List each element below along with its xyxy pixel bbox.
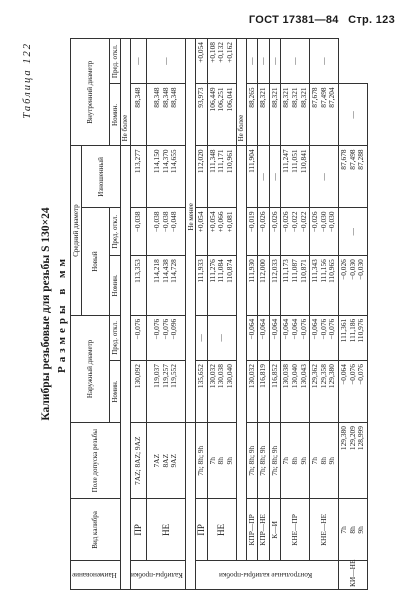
group-label-probki: Калибры-пробки: [130, 561, 185, 590]
rotated-page-content: [20, 38, 400, 590]
table-row: НЕ 7AZ 8AZ 9AZ 119,037 119,257 119,552 −0,076 −0,076 −0,096 114,218 114,438 114,728 −0,038 −0,038 −0,048 114,150 114,370 114,655 88,348 88,348 88,348 —: [146, 39, 186, 590]
table-row: КИ—НЕ 7h 8h 9h 129,380 129,209 128,999 −0,064 −0,076 −0,076 111,361 111,186 110,976 −0,026 −0,030 −0,030 — 87,678 87,498 87,288 —: [338, 39, 367, 590]
header-middle-diameter: Средний диаметр: [71, 146, 82, 315]
table-title: Калибры резьбовые для резьбы S 130×24: [40, 207, 52, 421]
table-row: К—И 7h; 8h; 9h 116,852 −0,064 112,033 −0,026 — 88,321 —: [269, 39, 281, 590]
header-id-deviation: Пред. откл.: [109, 39, 120, 84]
header-od-nominal: Номин.: [109, 361, 120, 423]
header-id-nominal: Номин.: [109, 84, 120, 146]
gauge-table: [70, 38, 368, 590]
header-outer-diameter: Наружный диаметр: [71, 315, 110, 422]
note-ne-bolee-2: Не более: [236, 39, 246, 146]
table-row: КНЕ—ПР 7h 8h 9h 130,038 130,040 130,043 −0,064 −0,064 −0,076 111,173 111,087 110,871 −0,026 −0,022 −0,022 111,247 111,051 110,841 88,321 88,321 88,321 —: [281, 39, 310, 590]
page-header: [243, 14, 395, 26]
header-gauge-type: Вид калибра: [71, 499, 121, 561]
header-md-nominal: Номин.: [109, 256, 120, 316]
table-label: Таблица 122: [22, 42, 33, 119]
header-od-deviation: Пред. откл.: [109, 315, 120, 360]
header-tolerance: Поле допуска резьбы: [71, 423, 121, 499]
group-label-kontr: Контрольные калибры-пробки: [196, 561, 339, 590]
header-name: Наименование: [71, 561, 121, 590]
table-row: Контрольные калибры-пробки ПР 7h; 8h; 9h 135,652 — 111,933 +0,054 112,020 93,973 +0,054: [196, 39, 208, 590]
table-row: НЕ 7h 8h 9h 130,032 130,038 130,040 — 111,276 111,084 110,874 +0,054 +0,066 +0,081 111,348 111,171 110,961 106,449 106,251 106,041 +0,108 +0,132 +0,162: [207, 39, 236, 590]
header-worn: Изношенный: [82, 146, 121, 208]
table-row: КПР—НЕ 7h; 8h; 9h 116,819 −0,064 112,000 −0,026 — 88,321 —: [258, 39, 270, 590]
table-row: КНЕ—НЕ 7h 8h 9h 129,362 129,358 129,380 −0,064 −0,076 −0,076 111,343 111,156 110,965 −0,026 −0,030 −0,030 — 87,678 87,498 87,204 —: [310, 39, 339, 590]
note-ne-menee: Не менее: [186, 203, 195, 231]
table-row: КПР—ПР 7h; 8h; 9h 130,032 −0,064 111,930 −0,019 111,904 88,265 —: [246, 39, 258, 590]
page-number: Стр. 123: [348, 14, 395, 26]
note-ne-bolee: Не более: [120, 39, 130, 146]
units-caption: Размеры в мм: [56, 255, 68, 373]
header-md-deviation: Пред. откл.: [109, 208, 120, 256]
table-row: Калибры-пробки ПР 7AZ; 8AZ; 9AZ 130,092 −0,076 113,353 −0,038 113,277 88,348 —: [130, 39, 146, 590]
standard-number: ГОСТ 17381—84: [248, 14, 339, 26]
header-inner-diameter: Внутренний диаметр: [71, 39, 110, 146]
header-new: Новый: [82, 208, 110, 315]
